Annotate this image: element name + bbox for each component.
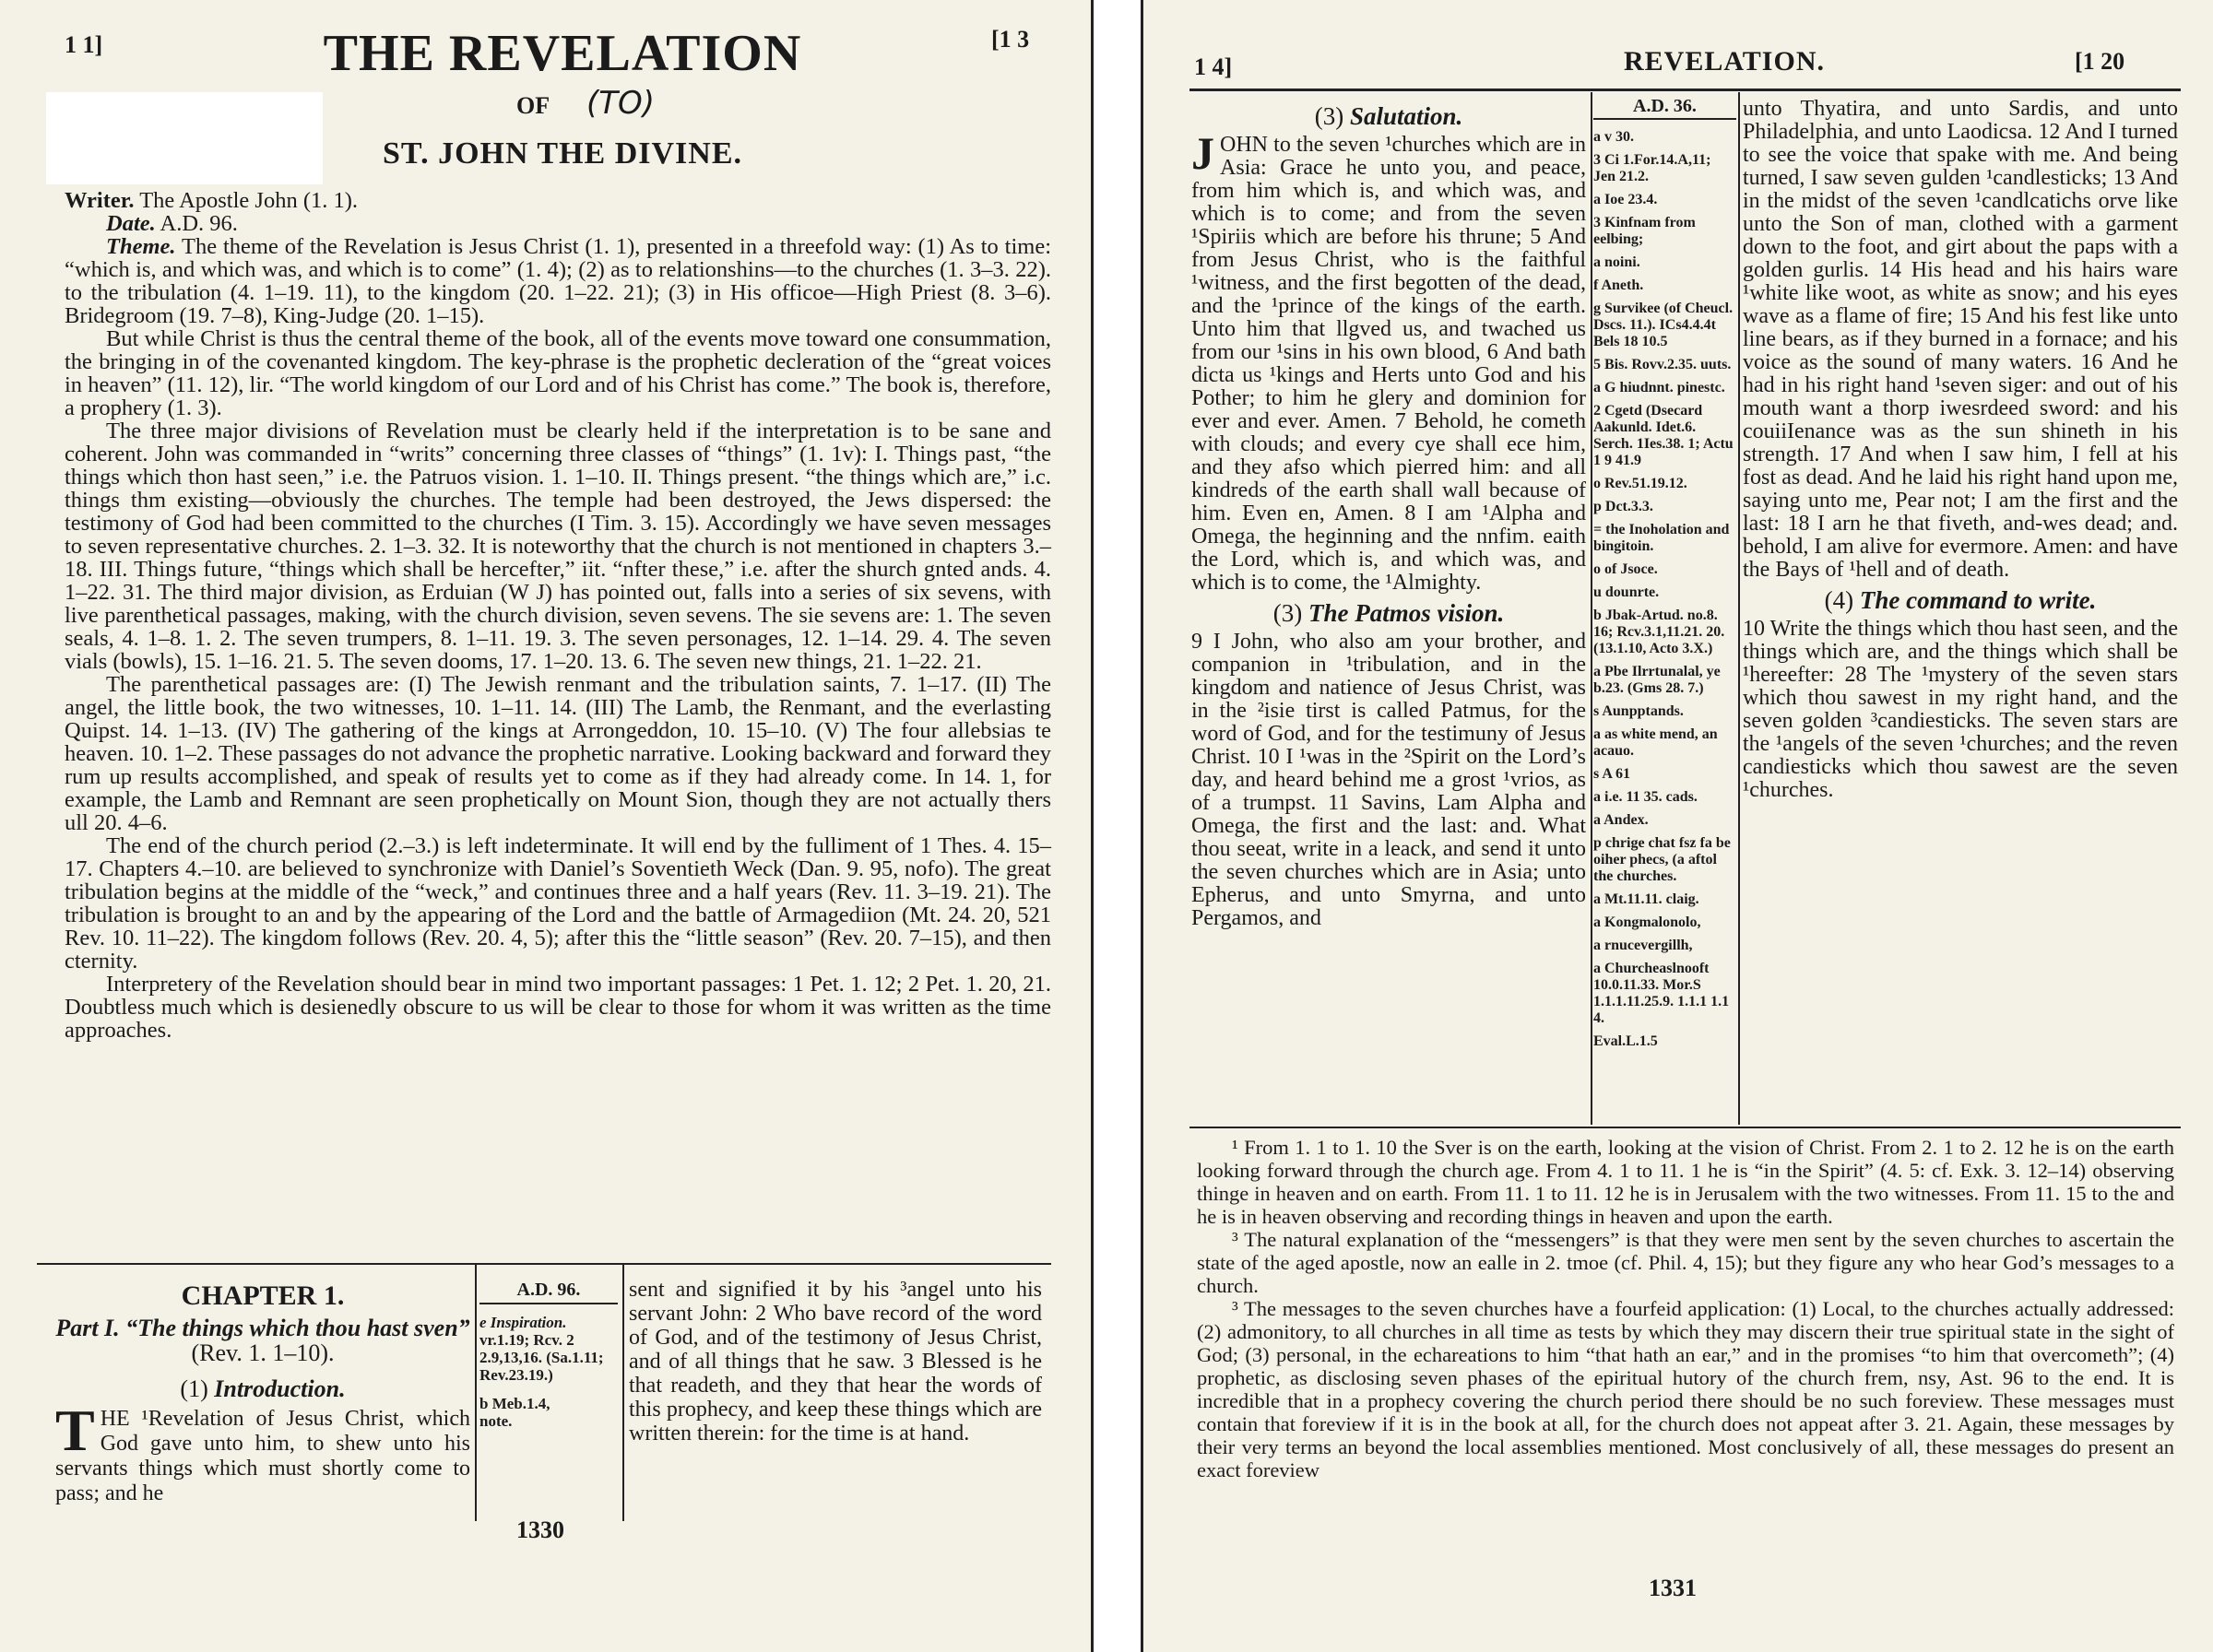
section-number: (4) <box>1824 586 1854 614</box>
section-heading <box>1191 102 1586 130</box>
page-number: 1331 <box>1649 1575 1697 1601</box>
section-title: Introduction. <box>214 1375 346 1402</box>
right-corner-number: [1 3 <box>991 26 1030 53</box>
footnote-rule <box>1189 1127 2181 1128</box>
section-heading <box>1191 599 1586 627</box>
redaction-box <box>46 92 323 184</box>
right-page <box>1143 0 2213 1652</box>
marginal-note: u dounrte. <box>1593 584 1660 600</box>
section-number: (3) <box>1272 599 1303 627</box>
marginal-references <box>1593 98 1736 1056</box>
verses-19-20: 10 Write the things which thou hast seen, and the things which are, and the things which shall be ¹hereefter: 28 The ¹mystery of the seven stars which thou sawest in my right hand, and the seven golden ³candiesticks. The seven stars are the ¹angels of the seven ¹churches; and the reven candiesticks which thou sawest are the seven ¹churches. <box>1743 617 2178 802</box>
left-corner-number: 1 1] <box>65 31 103 58</box>
marginal-note-text: note. <box>479 1412 513 1430</box>
marginal-note: a i.e. 11 35. cads. <box>1593 789 1698 805</box>
scripture-column-2 <box>1743 98 2178 802</box>
footnotes <box>1197 1136 2174 1481</box>
left-corner-number: 1 4] <box>1194 53 1233 80</box>
verse-1-text: HE ¹Revelation of Jesus Christ, which God gave unto him, to shew unto his servants things which must shortly come to pass; and he <box>55 1407 470 1505</box>
marginal-note: a v 30. <box>1593 129 1634 145</box>
marginal-note: o Rev.51.19.12. <box>1593 476 1687 491</box>
drop-cap: T <box>55 1398 95 1463</box>
marginal-date: A.D. 36. <box>1593 98 1736 120</box>
marginal-note: 2 Cgetd (Dsecard Aakunld. Idet.6. Serch. 1Ies.38. 1; Actu 1 9 41.9 <box>1593 403 1734 468</box>
intro-paragraph: The three major divisions of Revelation must be clearly held if the interpretation is to be sane and coherent. John was commanded in “writs” concerning three classes of “things” (1. 1v): I. Things past, “the things which thon hast seen,” i.e. the Patruos vision. 1. 1–10. II. Things present. “the things which are,” i.c. things thm existing—obviously the churches. The temple had been destroyed, the Jews dispersed: the testimony of God had been committed to the churches (I Tim. 3. 15). Accordingly we have seven messages to seven representative churches. 2. 1–3. 32. It is noteworthy that the church is not mentioned in chapters 3.–18. III. Things future, “things which shall be hercefter,” iit. “nfter these,” i.e. after the shurch gnted ands. 4. 1–22. 31. The third major division, as Erduian (W J) has pointed out, falls into a series of six sevens, with live parenthetical passages, making, with the church division, seven sevens. The sie sevens are: 1. The seven seals, 4. 1–8. 1. 2. The seven trumpers, 8. 1–11. 19. 3. The seven personages, 12. 1–14. 29. 4. The seven vials (bowls), 15. 1–16. 21. 5. The seven dooms, 17. 1–20. 13. 6. The seven new things, 21. 1–22. 21. <box>65 419 1051 674</box>
verses-4-8 <box>1191 127 1586 595</box>
section-heading <box>55 1376 470 1401</box>
intro-paragraph: The parenthetical passages are: (I) The Jewish renmant and the tribulation saints, 7. 1–17. (II) The angel, the little book, the two witnesses, 10. 1–11. 14. (III) The Lamb, the Renmant, and the everlasting Quipst. 14. 1–13. (IV) The gathering of the kings at Arrongeddon, 10. 15–10. (V) The four allebsias te heaven. 10. 1–2. These passages do not advance the prophetic narrative. Looking backward and forward they rum up results accomplished, and speak of results yet to come as if they had already come. In 14. 1, for example, the Lamb and Remnant are seen prophetically on Mount Sion, though they are not actually thers ull 20. 4–6. <box>65 672 1051 835</box>
marginal-note: a as white mend, an acauo. <box>1593 726 1718 759</box>
writer-text: The Apostle John (1. 1). <box>139 188 359 213</box>
column-divider <box>622 1263 624 1521</box>
section-heading <box>1743 586 2178 614</box>
marginal-note: g Survikee (of Cheucl. Dscs. 11.). ICs4.4.4t Bels 18 10.5 <box>1593 301 1734 349</box>
date-label: Date. <box>106 211 156 236</box>
introduction-text <box>65 189 1051 1042</box>
verse-1 <box>55 1398 470 1506</box>
writer-label: Writer. <box>65 188 135 213</box>
part-reference: (Rev. 1. 1–10). <box>191 1339 335 1366</box>
marginal-note: p Dct.3.3. <box>1593 499 1653 514</box>
book-title: THE REVELATION <box>323 25 802 82</box>
marginal-note: a Churcheaslnooft 10.0.11.33. Mor.S 1.1.1.11.25.9. 1.1.1 1.1 4. <box>1593 961 1730 1026</box>
right-corner-number: [1 20 <box>2075 48 2125 75</box>
part-heading-text: Part I. “The things which thou hast sven” <box>55 1315 470 1341</box>
intro-paragraph: Interpretery of the Revelation should bear in mind two important passages: 1 Pet. 1. 12; 2 Pet. 1. 20, 21. Doubtless much which is desienedly obscure to us will be clear to those for whom it was written as the time approaches. <box>65 972 1051 1043</box>
marginal-note: 5 Bis. Rovv.2.35. uuts. <box>1593 357 1732 372</box>
theme-label: Theme. <box>106 234 176 259</box>
left-page <box>0 0 1091 1652</box>
title-of: OF <box>516 92 550 119</box>
marginal-note: a Mt.11.11. claig. <box>1593 891 1699 907</box>
marginal-note <box>479 1314 618 1384</box>
marginal-note: a Kongmalonolo, <box>1593 914 1701 930</box>
marginal-note: a Ioe 23.4. <box>1593 192 1658 207</box>
chapter-heading: CHAPTER 1. <box>181 1280 345 1311</box>
footnote: ¹ From 1. 1 to 1. 10 the Sver is on the earth, looking at the vision of Christ. From 2. 1 to 2. 12 he is on the earth looking forward through the church age. From 4. 1 to 11. 1 he is “in the Spirit” (4. 5: cf. Exk. 3. 12–14) observing thinge in heaven and on earth. From 11. 1 to 11. 12 he is in Jerusalem with the two witnesses. From 11. 15 to the and he is in heaven observing and recording things in heaven and upon the earth. <box>1197 1136 2174 1228</box>
marginal-note: a rnucevergillh, <box>1593 938 1693 953</box>
marginal-note-text: vr.1.19; Rcv. 2 2.9,13,16. (Sa.1.11; Rev.23.19.) <box>479 1331 604 1384</box>
marginal-note: 3 Kinfnam from eelbing; <box>1593 215 1696 247</box>
marginal-date: A.D. 96. <box>479 1281 618 1304</box>
section-title: The Patmos vision. <box>1308 599 1505 627</box>
marginal-note-label: e Inspiration. <box>479 1314 567 1331</box>
theme-text: The theme of the Revelation is Jesus Christ (1. 1), presented in a threefold way: (1) As to time: “which is, and which was, and which is to come” (1. 4); (2) as to relationshins—to the churches (1. 3–3. 22). to the tribulation (4. 1–19. 11), to the kingdom (20. 1–22. 21); (3) in His officoe—High Priest (8. 3–6). Bridegroom (19. 7–8), King-Judge (20. 1–15). <box>65 234 1052 328</box>
marginal-references <box>479 1281 618 1441</box>
intro-paragraph: The end of the church period (2.–3.) is left indeterminate. It will end by the fulliment of 1 Thes. 4. 15–17. Chapters 4.–10. are believed to synchronize with Daniel’s Soventieth Weck (Dan. 9. 95, nofo). The great tribulation begins at the middle of the “weck,” and continues three and a half years (Rev. 11. 3–19. 21). The tribulation is brought to an and by the appearing of the Lord and the battle of Armagediion (Mt. 24. 20, 521 Rev. 10. 11–22). The kingdom follows (Rev. 20. 4, 5); after this the “little season” (Rev. 20. 7–15), and then cternity. <box>65 833 1051 974</box>
section-number: (3) <box>1314 102 1344 130</box>
page-edge <box>1091 0 1094 1652</box>
running-head: REVELATION. <box>1624 46 1825 77</box>
footnote: ³ The natural explanation of the “messengers” is that they were men sent by the seven churches to ascertain the state of the aged apostle, now an ealle in 2. tmoe (cf. Phil. 4, 15); but they figure any who hear God’s messages to a church. <box>1197 1228 2174 1297</box>
book-subtitle: ST. JOHN THE DIVINE. <box>383 136 742 171</box>
marginal-note: 3 Ci 1.For.14.A,11; Jen 21.2. <box>1593 152 1711 184</box>
footnote: ³ The messages to the seven churches have a fourfeid application: (1) Local, to the churches actually addressed: (2) admonitory, to all churches in all time as tests by which they may discern their true spiritual state in the sight of God; (3) personal, in the echareations to him “that hath an ear,” and in the promises “to him that overcometh”; (4) prophetic, as disclosing seven phases of the epiritual hutory of the church frem, nsy, Ast. 96 to the end. It is incredible that in a prophecy covering the church period there should be no such foreview. These messages must contain that foreview if it is in the book at all, for the church does not appeat after 3. 21. Again, these messages by their very terms an beyond the local assemblies mentioned. Most conclusively of all, these messages do present an exact foreview <box>1197 1297 2174 1481</box>
drop-cap: J <box>1191 127 1214 179</box>
marginal-note: f Aneth. <box>1593 277 1644 293</box>
marginal-note: s A 61 <box>1593 766 1631 782</box>
marginal-note: a G hiudnnt. pinestc. <box>1593 380 1725 395</box>
column-divider <box>475 1263 477 1521</box>
scripture-column-1 <box>1191 98 1586 930</box>
date-text: A.D. 96. <box>160 211 238 236</box>
column-divider <box>1591 92 1592 1125</box>
marginal-note: s Aunpptands. <box>1593 703 1684 719</box>
column-divider <box>1738 92 1740 1125</box>
header-rule <box>1189 88 2181 91</box>
handwritten-annotation: (TO) <box>586 85 656 122</box>
marginal-note <box>479 1395 618 1430</box>
marginal-note-label: b Meb.1.4, <box>479 1395 550 1412</box>
page-number: 1330 <box>516 1516 564 1543</box>
intro-paragraph: But while Christ is thus the central theme of the book, all of the events move toward one consummation, the bringing in of the covenanted kingdom. The key-phrase is the prophetic decleration of the “great voices in heaven” (11. 12), lir. “The world kingdom of our Lord and of his Christ has come.” The book is, therefore, a prophery (1. 3). <box>65 326 1051 420</box>
marginal-note: Eval.L.1.5 <box>1593 1033 1658 1049</box>
marginal-note: p chrige chat fsz fa be oiher phecs, (a aftol the churches. <box>1593 835 1731 884</box>
section-title: The command to write. <box>1859 586 2097 614</box>
marginal-note: a Pbe Ilrrtunalal, ye b.23. (Gms 28. 7.) <box>1593 664 1721 696</box>
part-heading <box>55 1316 470 1365</box>
marginal-note: = the Inoholation and bingitoin. <box>1593 522 1730 554</box>
section-number: (1) <box>180 1375 208 1402</box>
verses-11-18: unto Thyatira, and unto Sardis, and unto Philadelphia, and unto Laodicsa. 12 And I turned to see the voice that spake with me. And being turned, I saw seven gulden ¹candlesticks; 13 And in the midst of the seven ¹candlcatichs orve like unto the Son of man, clothed with a garment down to the foot, and girt about the paps with a golden gurlis. 14 His head and his hairs ware ¹white like woot, as white as snow; and his eyes wave as a flame of fire; 15 And his fest like unto line bears, as if they burned in a fornace; and his voice as the sound of many waters. 16 And he had in his right hand ¹seven siger: and out of his mouth want a thorp iwesrdeed sword: and his couiiIenance was as the sun shineth in his strength. 17 And when I saw him, I fell at his fost as dead. And he laid his right hand upon me, saying unto me, Pear not; I am the first and the last: 18 I arn he that fiveth, and-wes dead; and. behold, I am alive for evermore. Amen: and have the Bays of ¹hell and of death. <box>1743 97 2178 582</box>
scripture-column-1 <box>55 1280 470 1506</box>
section-divider <box>37 1263 1051 1265</box>
marginal-note: a Andex. <box>1593 812 1649 828</box>
marginal-note: a noini. <box>1593 254 1640 270</box>
scripture-column-2: sent and signified it by his ³angel unto his servant John: 2 Who bave record of the word of God, and of the testimony of Jesus Christ, and of all things that he saw. 3 Blessed is he that readeth, and they that hear the words of this prophecy, and keep these things which are written therein: for the time is at hand. <box>629 1278 1042 1446</box>
verses-text: OHN to the seven ¹churches which are in Asia: Grace he unto you, and peace, from him which is, and which was, and which is to come; and from the seven ¹Spiriis which are before his thrune; 5 And from Jesus Christ, who is the faithful ¹witness, and the first begotten of the dead, and the ¹prince of the kings of the earth. Unto him that llgved us, and twached us from our ¹sins in his own blood, 6 And bath dicta us ¹kings and Herts unto God and his Pother; to him he glery and dominion for ever and ever. Amen. 7 Behold, he cometh with clouds; and every cye shall ece him, and they afso which pierred him: and all kindreds of the earth shall wall because of him. Even en, Amen. 8 I am ¹Alpha and Omega, the heginning and the nnfim. eaith the Lord, which is, and which was, and which is to come, the ¹Almighty. <box>1191 133 1586 595</box>
verses-9-11: 9 I John, who also am your brother, and companion in ¹tribulation, and in the kingdom and natience of Jesus Christ, was in the ²isie tirst is called Patmus, for the word of God, and for the testimuny of Jesus Christ. 10 I ¹was in the ²Spirit on the Lord’s day, and heard behind me a grost ¹vrios, as of a trumpst. 11 Savins, Lam Alpha and Omega, the first and the last: and. What thou seeat, write in a leack, and send it unto the seven churches which are in Asia; unto Epherus, and unto Smyrna, and unto Pergamos, and <box>1191 630 1586 930</box>
section-title: Salutation. <box>1349 102 1463 130</box>
marginal-note: b Jbak-Artud. no.8. 16; Rcv.3.1,11.21. 20. (13.1.10, Acto 3.X.) <box>1593 608 1725 656</box>
marginal-note: o of Jsoce. <box>1593 561 1658 577</box>
